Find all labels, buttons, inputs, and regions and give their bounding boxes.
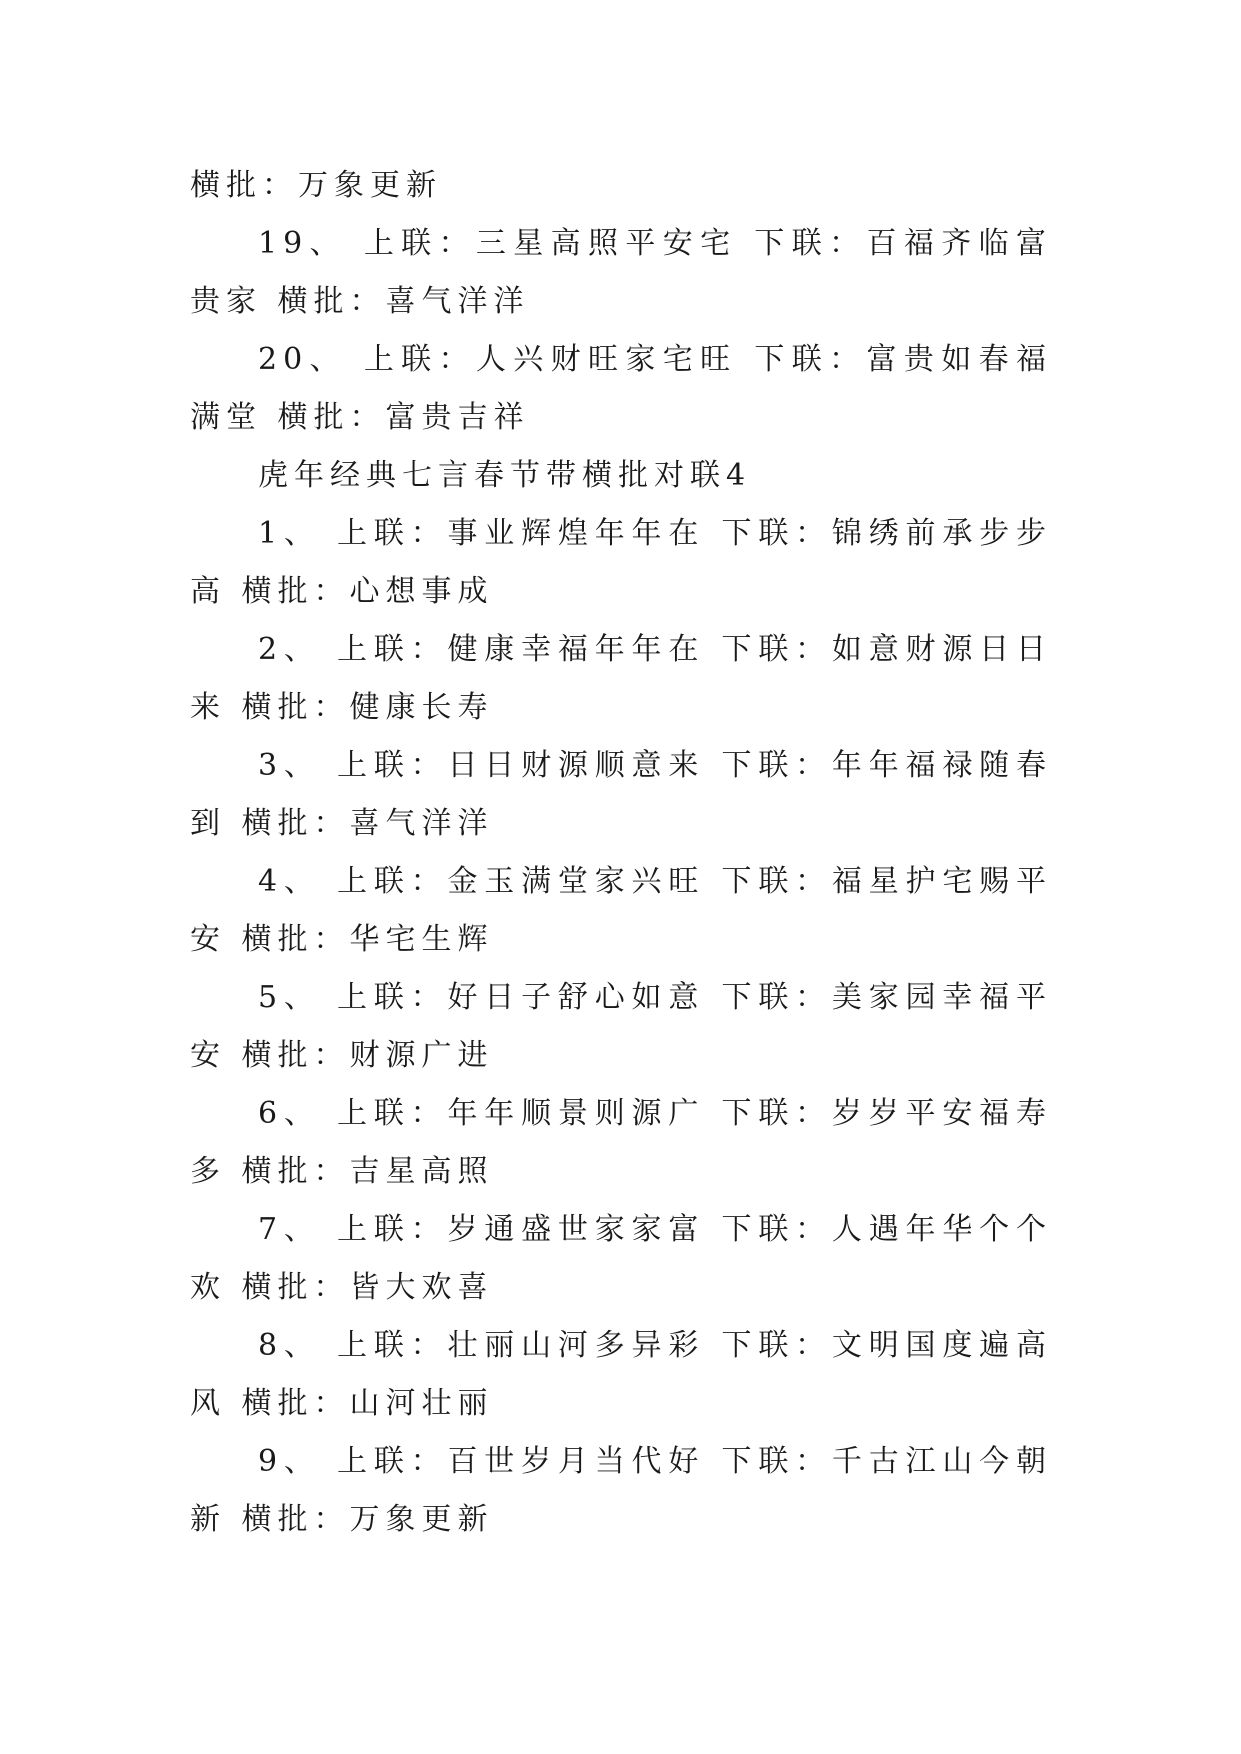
couplet-20: 20、 上联：人兴财旺家宅旺 下联：富贵如春福满堂 横批：富贵吉祥 (190, 342, 1052, 435)
couplet-5: 5、 上联：好日子舒心如意 下联：美家园幸福平安 横批：财源广进 (190, 980, 1052, 1073)
couplet-6: 6、 上联：年年顺景则源广 下联：岁岁平安福寿多 横批：吉星高照 (190, 1096, 1052, 1189)
document-body (190, 157, 1052, 1549)
couplet-3: 3、 上联：日日财源顺意来 下联：年年福禄随春到 横批：喜气洋洋 (190, 748, 1052, 841)
section-heading: 虎年经典七言春节带横批对联4 (258, 458, 752, 493)
couplet-19: 19、 上联：三星高照平安宅 下联：百福齐临富贵家 横批：喜气洋洋 (190, 226, 1052, 319)
couplet-1: 1、 上联：事业辉煌年年在 下联：锦绣前承步步高 横批：心想事成 (190, 516, 1052, 609)
couplet-4: 4、 上联：金玉满堂家兴旺 下联：福星护宅赐平安 横批：华宅生辉 (190, 864, 1052, 957)
couplet-9: 9、 上联：百世岁月当代好 下联：千古江山今朝新 横批：万象更新 (190, 1444, 1052, 1537)
paragraph-continuation: 横批：万象更新 (190, 168, 442, 203)
couplet-2: 2、 上联：健康幸福年年在 下联：如意财源日日来 横批：健康长寿 (190, 632, 1052, 725)
couplet-8: 8、 上联：壮丽山河多异彩 下联：文明国度遍高风 横批：山河壮丽 (190, 1328, 1052, 1421)
couplet-7: 7、 上联：岁通盛世家家富 下联：人遇年华个个欢 横批：皆大欢喜 (190, 1212, 1052, 1305)
